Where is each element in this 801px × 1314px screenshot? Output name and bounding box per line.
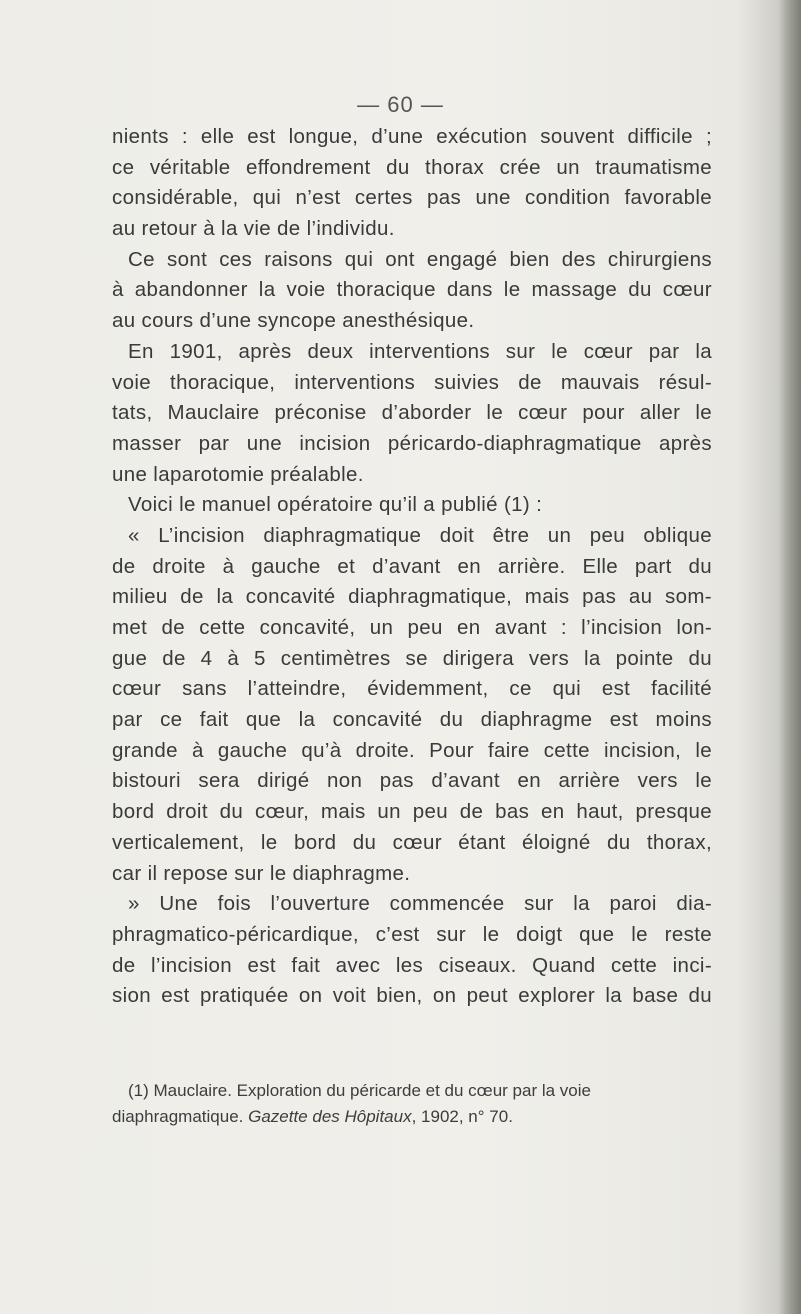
text-line: masser par une incision péricardo-diaphragmatique après [112,431,712,455]
text-line: » Une fois l’ouverture commencée sur la paroi dia- [128,892,712,916]
text-line: de l’incision est fait avec les ciseaux. Quand cette inci- [112,953,712,977]
footnote-journal: Gazette des Hôpitaux [248,1107,412,1126]
footnote-line-1: (1) Mauclaire. Exploration du péricarde et du cœur par la voie [128,1081,591,1100]
text-line: grande à gauche qu’à droite. Pour faire cette incision, le [112,738,712,762]
text-line: au retour à la vie de l’individu. [112,217,395,241]
footnote [112,1078,732,1130]
text-line: Voici le manuel opératoire qu’il a publié (1) : [128,493,543,517]
footnote-line-2 [112,1104,732,1130]
text-line: ce véritable effondrement du thorax crée un traumatisme [112,155,712,179]
page-number: — 60 — [357,92,444,117]
text-line: phragmatico-péricardique, c’est sur le doigt que le reste [112,922,712,946]
text-line: En 1901, après deux interventions sur le cœur par la [128,339,712,363]
text-line: voie thoracique, interventions suivies de mauvais résul- [112,370,712,394]
footnote-line-2-end: , 1902, n° 70. [411,1107,513,1126]
text-line: milieu de la concavité diaphragmatique, mais pas au som- [112,585,712,609]
text-line: tats, Mauclaire préconise d’aborder le cœur pour aller le [112,401,712,425]
text-line: bord droit du cœur, mais un peu de bas en haut, presque [112,800,712,824]
text-line: une laparotomie préalable. [112,462,364,486]
text-line: verticalement, le bord du cœur étant éloigné du thorax, [112,830,712,854]
footnote-line-2-start: diaphragmatique. [112,1107,244,1126]
text-line: cœur sans l’atteindre, évidemment, ce qui est facilité [112,677,712,701]
text-line: à abandonner la voie thoracique dans le massage du cœur [112,278,712,302]
text-line: car il repose sur le diaphragme. [112,861,411,885]
text-line: sion est pratiquée on voit bien, on peut explorer la base du [112,984,712,1008]
text-line: par ce fait que la concavité du diaphragme est moins [112,708,712,732]
text-line: considérable, qui n’est certes pas une condition favorable [112,186,712,210]
text-line: au cours d’une syncope anesthésique. [112,309,475,333]
text-line: de droite à gauche et d’avant en arrière. Elle part du [112,554,712,578]
body-text [112,122,712,1012]
text-line: gue de 4 à 5 centimètres se dirigera vers la pointe du [112,646,712,670]
page-edge-shadow [779,0,801,1314]
text-line: « L’incision diaphragmatique doit être un peu oblique [128,523,712,547]
text-line: met de cette concavité, un peu en avant : l’incision lon- [112,616,712,639]
text-line: bistouri sera dirigé non pas d’avant en arrière vers le [112,769,712,793]
text-line: Ce sont ces raisons qui ont engagé bien des chirurgiens [128,247,712,271]
text-line: nients : elle est longue, d’une exécution souvent difficile ; [112,125,712,148]
